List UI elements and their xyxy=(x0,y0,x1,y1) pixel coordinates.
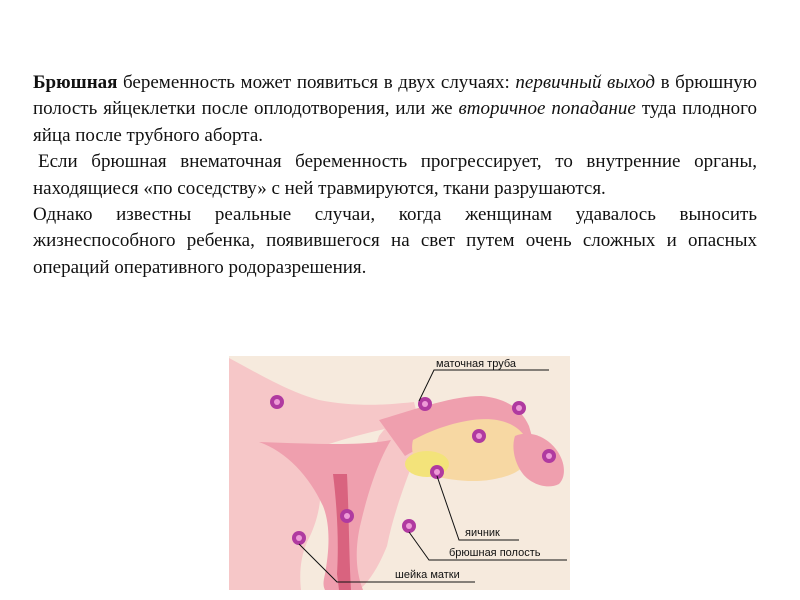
term-abdominal: Брюшная xyxy=(33,72,118,93)
text-segment: беременность может появиться в двух случаях: xyxy=(117,72,516,93)
egg-cell-5-core xyxy=(546,453,552,459)
term-secondary-entry: вторичное попадание xyxy=(458,98,636,120)
egg-cell-ovary-core xyxy=(434,469,440,475)
egg-cell-2-core xyxy=(422,401,428,407)
paragraph-progression: Если брюшная внематочная беременность прогрессирует, то внутренние органы, находящиеся «по соседству» с ней травмируются, ткани разрушаются. xyxy=(33,151,757,199)
egg-cell-6-core xyxy=(344,513,350,519)
text-segment: в брюшную полость яйцеклетки после оплодотворения, или же xyxy=(33,72,757,120)
label-tube: маточная труба xyxy=(436,358,516,370)
label-ovary: яичник xyxy=(465,527,500,539)
egg-cell-1-core xyxy=(274,399,280,405)
paragraph-abdominal-pregnancy xyxy=(33,70,757,149)
text-block xyxy=(33,70,757,281)
egg-cell-4-core xyxy=(516,405,522,411)
paragraph-real-cases: Однако известны реальные случаи, когда женщинам удавалось выносить жизнеспособного ребенка, появившегося на свет путем очень сложных и опасных операций оперативного родоразрешения. xyxy=(33,204,757,278)
label-cervix: шейка матки xyxy=(395,569,460,581)
text-segment: туда плодного яйца после трубного аборта. xyxy=(33,98,757,146)
egg-cell-8-core xyxy=(296,535,302,541)
egg-cell-7-core xyxy=(406,523,412,529)
egg-cell-3-core xyxy=(476,433,482,439)
term-primary-exit: первичный выход xyxy=(515,72,655,93)
anatomy-drawing xyxy=(229,356,570,590)
anatomy-illustration xyxy=(229,356,570,590)
label-abdominal-cavity: брюшная полость xyxy=(449,547,541,559)
